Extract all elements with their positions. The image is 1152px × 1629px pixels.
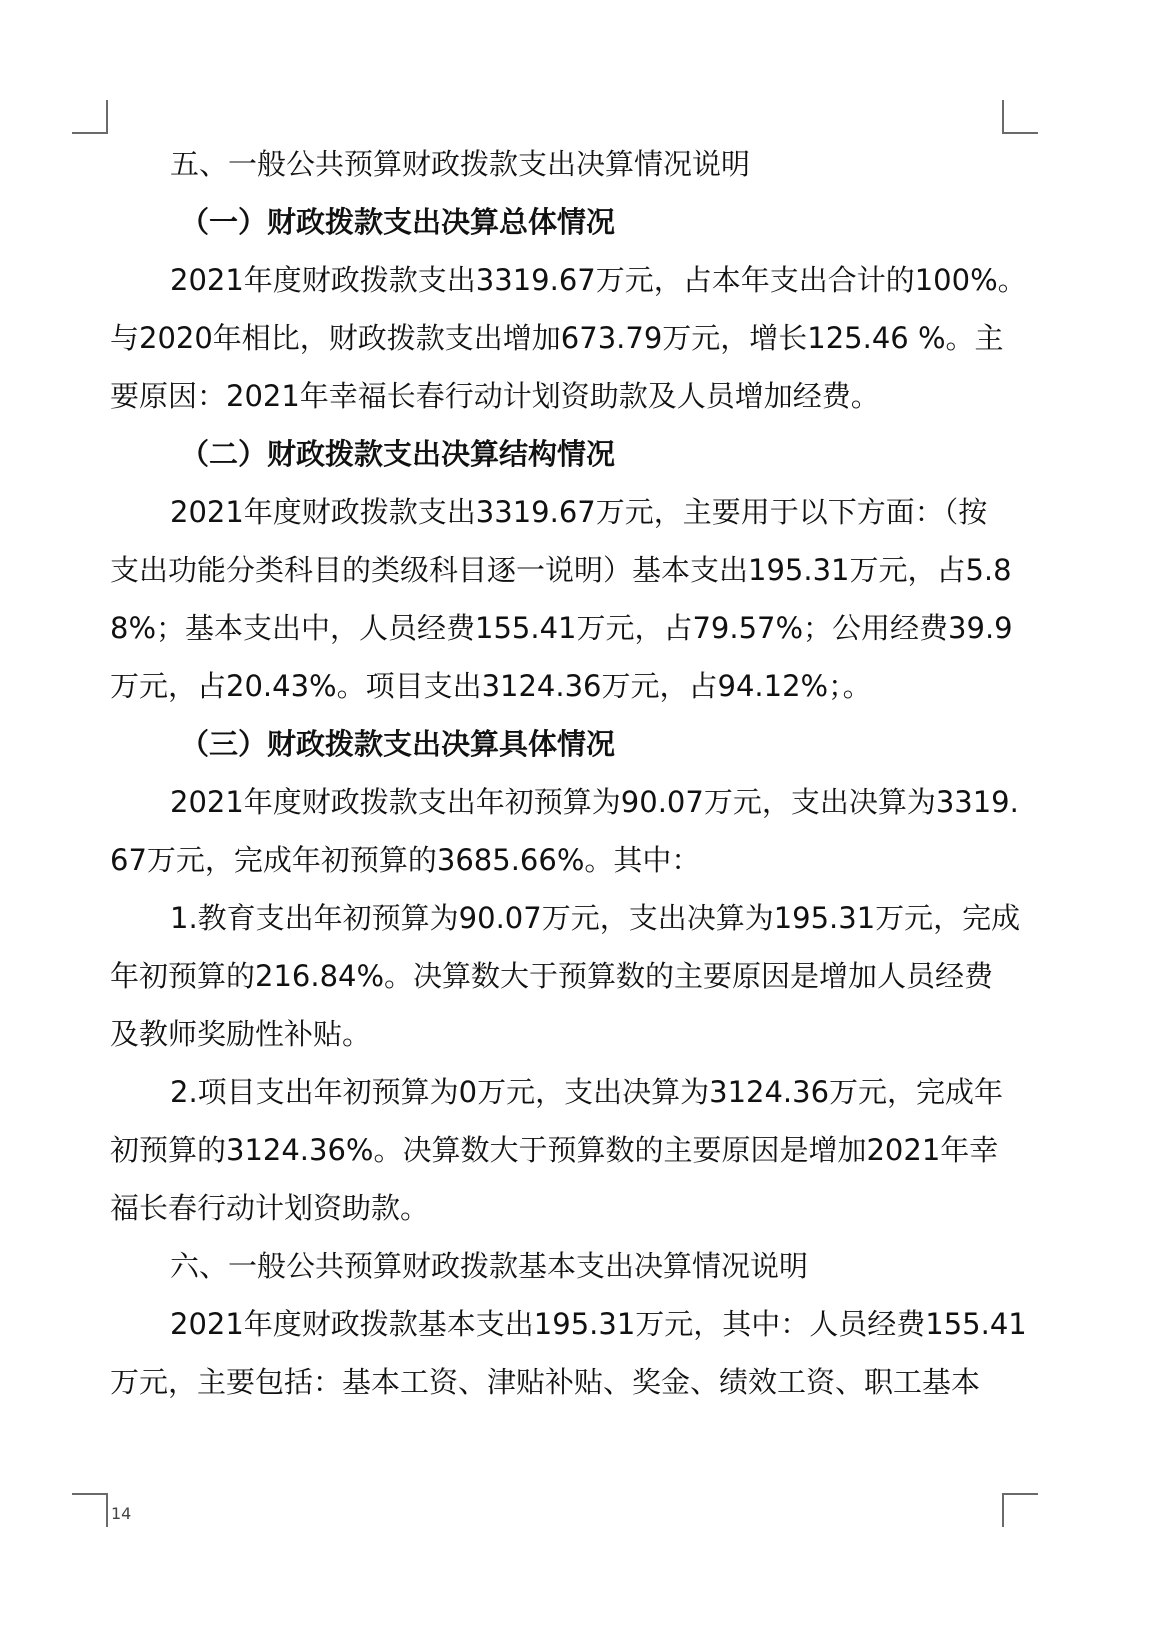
- crop-mark-top-left-vertical: [106, 100, 108, 134]
- crop-mark-top-right-vertical: [1002, 100, 1004, 134]
- list-item-line: 年初预算的216.84%。决算数大于预算数的主要原因是增加人员经费: [110, 959, 994, 993]
- section-heading-5: 五、一般公共预算财政拨款支出决算情况说明: [170, 147, 751, 181]
- paragraph-line: 万元，占20.43%。项目支出3124.36万元，占94.12%；。: [110, 669, 872, 703]
- paragraph-line: 与2020年相比，财政拨款支出增加673.79万元，增长125.46 %。主: [110, 321, 1004, 355]
- page-number: 14: [111, 1504, 132, 1523]
- paragraph-line: 万元，主要包括：基本工资、津贴补贴、奖金、绩效工资、职工基本: [110, 1365, 981, 1399]
- list-item-line: 初预算的3124.36%。决算数大于预算数的主要原因是增加2021年幸: [110, 1133, 999, 1167]
- crop-mark-bottom-left-vertical: [106, 1493, 108, 1527]
- paragraph-line: 2021年度财政拨款支出3319.67万元，占本年支出合计的100%。: [170, 263, 1027, 297]
- paragraph-line: 支出功能分类科目的类级科目逐一说明）基本支出195.31万元，占5.8: [110, 553, 1012, 587]
- crop-mark-bottom-right-vertical: [1002, 1493, 1004, 1527]
- list-item-line: 福长春行动计划资助款。: [110, 1191, 430, 1225]
- crop-mark-bottom-right-horizontal: [1002, 1493, 1038, 1495]
- paragraph-line: 2021年度财政拨款基本支出195.31万元，其中：人员经费155.41: [170, 1307, 1027, 1341]
- paragraph-line: 2021年度财政拨款支出年初预算为90.07万元，支出决算为3319.: [170, 785, 1019, 819]
- subheading-details: （三）财政拨款支出决算具体情况: [180, 727, 616, 761]
- subheading-overall: （一）财政拨款支出决算总体情况: [180, 205, 616, 239]
- paragraph-line: 67万元，完成年初预算的3685.66%。其中：: [110, 843, 701, 877]
- list-item-line: 2.项目支出年初预算为0万元，支出决算为3124.36万元，完成年: [170, 1075, 1004, 1109]
- crop-mark-top-right-horizontal: [1002, 132, 1038, 134]
- crop-mark-top-left-horizontal: [72, 132, 108, 134]
- list-item-line: 及教师奖励性补贴。: [110, 1017, 372, 1051]
- crop-mark-bottom-left-horizontal: [72, 1493, 108, 1495]
- paragraph-line: 8%；基本支出中，人员经费155.41万元，占79.57%；公用经费39.9: [110, 611, 1013, 645]
- list-item-line: 1.教育支出年初预算为90.07万元，支出决算为195.31万元，完成: [170, 901, 1021, 935]
- section-heading-6: 六、一般公共预算财政拨款基本支出决算情况说明: [170, 1249, 809, 1283]
- subheading-structure: （二）财政拨款支出决算结构情况: [180, 437, 616, 471]
- paragraph-line: 2021年度财政拨款支出3319.67万元，主要用于以下方面：（按: [170, 495, 988, 529]
- paragraph-line: 要原因：2021年幸福长春行动计划资助款及人员增加经费。: [110, 379, 880, 413]
